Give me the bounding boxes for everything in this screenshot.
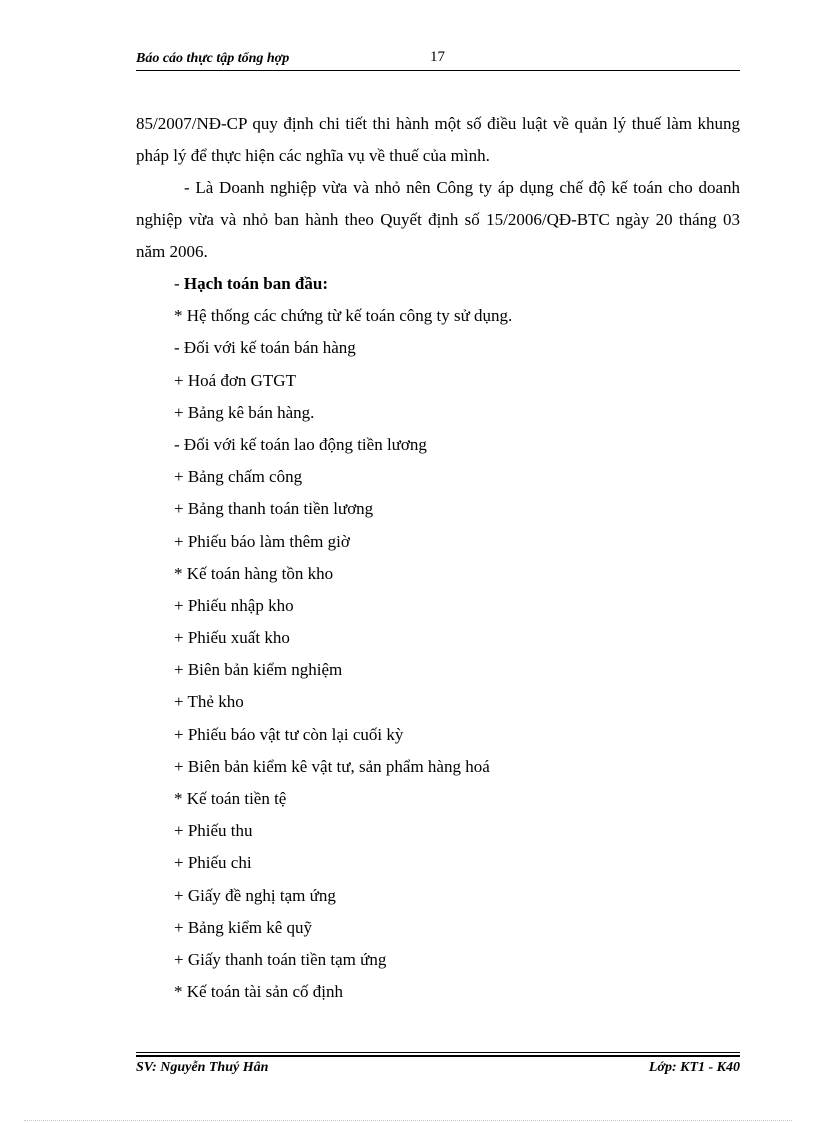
footer-student-name: SV: Nguyễn Thuý Hân xyxy=(136,1060,269,1075)
list-item: + Phiếu chi xyxy=(174,853,252,873)
list-item: * Hệ thống các chứng từ kế toán công ty sử dụng. xyxy=(174,306,513,326)
list-item: * Kế toán tài sản cố định xyxy=(174,982,344,1002)
section-prefix: - xyxy=(174,274,184,293)
footer-rule xyxy=(136,1052,740,1053)
list-item: + Phiếu thu xyxy=(174,821,253,841)
list-item: + Bảng thanh toán tiền lương xyxy=(174,499,374,519)
list-item: + Biên bản kiểm nghiệm xyxy=(174,660,343,680)
list-item: + Giấy đề nghị tạm ứng xyxy=(174,885,336,905)
list-item: * Kế toán hàng tồn kho xyxy=(174,563,334,583)
header-title: Báo cáo thực tập tổng hợp xyxy=(136,51,290,66)
page-footer xyxy=(136,1052,740,1082)
list-item: + Giấy thanh toán tiền tạm ứng xyxy=(174,949,387,969)
page-number: 17 xyxy=(430,49,445,65)
footer-rule-thick xyxy=(136,1055,740,1057)
list-item: + Phiếu báo vật tư còn lại cuối kỳ xyxy=(174,724,404,744)
list-item: + Bảng kê bán hàng. xyxy=(174,402,315,422)
list-item: - Đối với kế toán bán hàng xyxy=(174,338,356,358)
page-edge-divider xyxy=(24,1120,792,1121)
list-item: + Thẻ kho xyxy=(174,692,244,712)
list-item: * Kế toán tiền tệ xyxy=(174,789,287,808)
list-item: + Bảng kiểm kê quỹ xyxy=(174,917,313,937)
document-list xyxy=(136,268,740,1008)
document-body xyxy=(136,108,740,1008)
section-heading-line xyxy=(136,268,740,300)
list-item: - Đối với kế toán lao động tiền lương xyxy=(174,434,427,454)
list-item: + Phiếu xuất kho xyxy=(174,628,290,648)
list-item: + Hoá đơn GTGT xyxy=(174,370,296,390)
list-item: + Biên bản kiểm kê vật tư, sản phẩm hàng hoá xyxy=(174,756,490,776)
page-header xyxy=(136,50,740,71)
list-item: + Bảng chấm công xyxy=(174,467,303,487)
footer-class: Lớp: KT1 - K40 xyxy=(648,1060,740,1075)
paragraph-accounting-regime: - Là Doanh nghiệp vừa và nhỏ nên Công ty áp dụng chế độ kế toán cho doanh nghiệp vừa và nhỏ ban hành theo Quyết định số 15/2006/QĐ-BTC ngày 20 tháng 03 năm 2006. xyxy=(136,178,740,261)
paragraph-legal-basis: 85/2007/NĐ-CP quy định chi tiết thi hành một số điều luật về quản lý thuế làm khung pháp lý để thực hiện các nghĩa vụ về thuế của mình. xyxy=(136,114,740,165)
section-heading: Hạch toán ban đầu: xyxy=(183,274,328,293)
list-item: + Phiếu nhập kho xyxy=(174,595,294,615)
list-item: + Phiếu báo làm thêm giờ xyxy=(174,531,350,551)
